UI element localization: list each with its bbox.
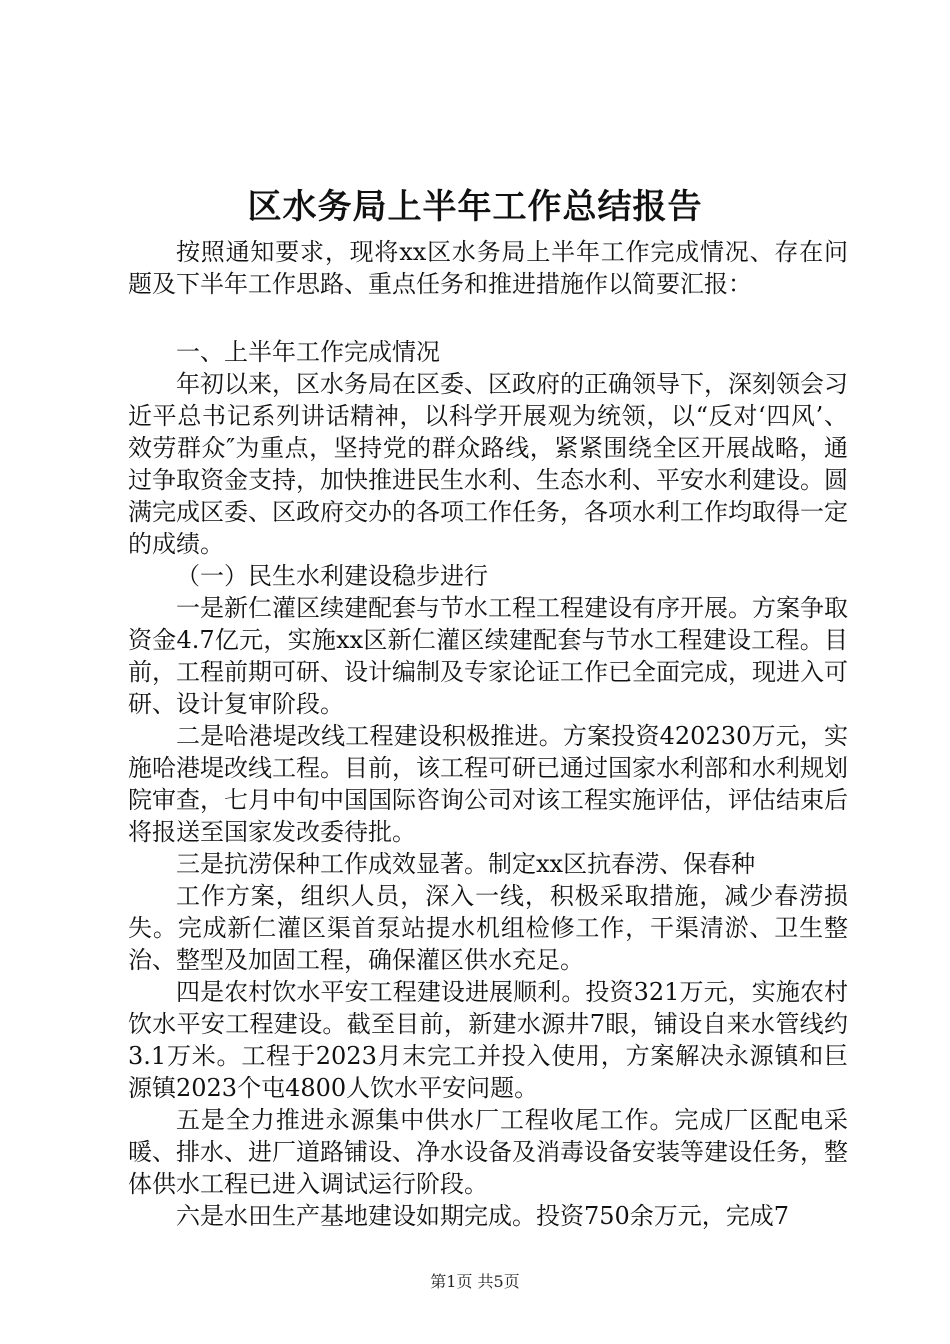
item-paragraph-3-continued: 工作方案，组织人员，深入一线，积极采取措施，减少春涝损失。完成新仁灌区渠首泵站提水机组检修工作，干渠清淤、卫生整治、整型及加固工程，确保灌区供水充足。 bbox=[128, 882, 848, 974]
overview-paragraph: 年初以来，区水务局在区委、区政府的正确领导下，深刻领会习近平总书记系列讲话精神，以科学开展观为统领，以“反对‘四风’、效劳群众″为重点，坚持党的群众路线，紧紧围绕全区开展战略，通过争取资金支持，加快推进民生水利、生态水利、平安水利建设。圆满完成区委、区政府交办的各项工作任务，各项水利工作均取得一定的成绩。 bbox=[128, 370, 848, 558]
document-title: 区水务局上半年工作总结报告 bbox=[247, 187, 703, 227]
item-paragraph-4: 四是农村饮水平安工程建设进展顺利。投资321万元，实施农村饮水平安工程建设。截至目前，新建水源井7眼，铺设自来水管线约3.1万米。工程于2023月末完工并投入使用，方案解决永源镇和巨源镇2023个屯4800人饮水平安问题。 bbox=[128, 978, 848, 1102]
document-body bbox=[128, 236, 848, 1232]
intro-paragraph: 按照通知要求，现将xx区水务局上半年工作完成情况、存在问题及下半年工作思路、重点任务和推进措施作以简要汇报： bbox=[128, 238, 848, 298]
section-heading-1: 一、上半年工作完成情况 bbox=[176, 338, 440, 366]
item-paragraph-6: 六是水田生产基地建设如期完成。投资750余万元，完成7 bbox=[176, 1202, 790, 1230]
item-paragraph-2: 二是哈港堤改线工程建设积极推进。方案投资420230万元，实施哈港堤改线工程。目前，该工程可研已通过国家水利部和水利规划院审查，七月中旬中国国际咨询公司对该工程实施评估，评估结束后将报送至国家发改委待批。 bbox=[128, 722, 848, 846]
page-footer: 第1页 共5页 bbox=[430, 1272, 520, 1291]
item-paragraph-5: 五是全力推进永源集中供水厂工程收尾工作。完成厂区配电采暖、排水、进厂道路铺设、净水设备及消毒设备安装等建设任务，整体供水工程已进入调试运行阶段。 bbox=[128, 1106, 848, 1198]
item-paragraph-3: 三是抗涝保种工作成效显著。制定xx区抗春涝、保春种 bbox=[176, 850, 756, 878]
item-paragraph-1: 一是新仁灌区续建配套与节水工程工程建设有序开展。方案争取资金4.7亿元，实施xx区新仁灌区续建配套与节水工程建设工程。目前，工程前期可研、设计编制及专家论证工作已全面完成，现进入可研、设计复审阶段。 bbox=[128, 594, 848, 718]
subsection-heading-1: （一）民生水利建设稳步进行 bbox=[176, 562, 488, 590]
